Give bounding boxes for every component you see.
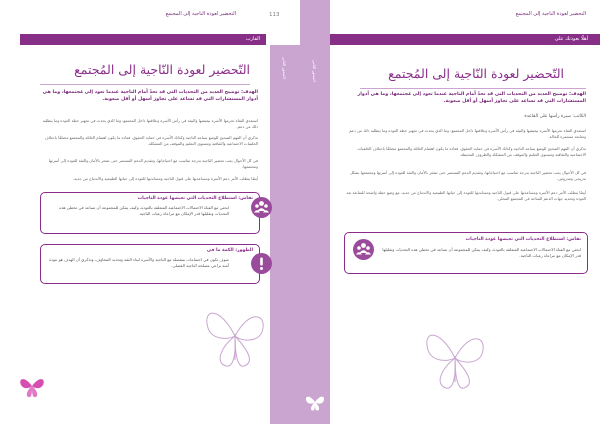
section-bar <box>330 34 600 45</box>
side-tab-label: المحور الثاني <box>312 60 317 82</box>
group-of-people-icon <box>353 239 374 260</box>
group-of-people-icon <box>251 197 272 218</box>
side-tab-label: المحور الثاني <box>282 57 287 79</box>
page-title: التّحضير لعودة النّاجية إلى المُجتمع <box>388 66 564 81</box>
alert-box-text: سوف نكون في اجتماعات منفصلة مع الناجية والأسرة لبناء الثقة وتحديد المخاوف، وتذكري أن الهدف هو عودة آمنة تراعي مصلحة الناجية الفضلى. <box>49 257 229 268</box>
discussion-box-text: ابحثي مع الفتاة الاحتمالات الاجتماعية المتعلقة بالعودة، وكيف يمكن للمجموعة أن تساعد في تخطي هذه التحديات وتقليلها قدر الإمكان مع مراعاة رغبات الناجية. <box>59 205 229 216</box>
discussion-box-text: ابحثي مع الفتاة الاحتمالات الاجتماعية المتعلقة بالعودة، وكيف يمكن للمجموعة أن تساعد في تخطي هذه التحديات وتقليلها قدر الإمكان مع مراعاة رغبات الناجية. <box>382 247 581 258</box>
paragraph: في كل الأحوال يجب تحضير الناجية بدرجة تتناسب مع احتياجاتها، وتقديم الدعم المستمر حتى تشعر بالأمان والثقة للعودة إلى أسرتها ومجتمعها بشكل تدريجي ومدروس. <box>349 170 586 181</box>
butterfly-icon <box>304 392 326 412</box>
section-bar-label: الفارب <box>245 36 260 42</box>
paragraph: تذكري أن الفهم الصحيح للوضع يساعد الناجية وكذلك الأسرة في حماية الحقوق، فعادة ما يكون اهتمام العائلة والمجتمع مختلفًا باختلاف الخلفيات الاجتماعية والثقافية ومستوى التعليم والموقف من المشكلة والظروف المحيطة. <box>357 146 586 157</box>
section-bar-label: أهلًا بعودتك على <box>554 36 588 42</box>
intro-text: الهدف: توضيح العديد من التحديات التي قد تحدّ أمام الناجية عندما تعود إلى مُجتمعها، وما هي أدوار المستشارات التي قد تساعد على تجاوز أسهل أو أقل صعوبة. <box>357 92 586 104</box>
page-number: 113 <box>269 12 280 18</box>
alert-box-title: الظهور: الكمة ما في <box>206 248 253 253</box>
butterfly-icon <box>200 296 270 374</box>
paragraph: أيضًا يتطلب الأمر دعم الأسرة ومساعدتها على قبول الناجية ومساندتها للعودة إلى حياتها الطبيعية والاندماج من جديد. <box>72 176 258 181</box>
paragraph: تذكري أن الفهم الصحيح للوضع يساعد الناجية وكذلك الأسرة في حماية الحقوق، فعادة ما يكون اهتمام العائلة والمجتمع مختلفًا باختلاف الخلفيات الاجتماعية والثقافية ومستوى التعليم والموقف من المشكلة. <box>44 135 258 146</box>
butterfly-icon <box>420 318 490 396</box>
running-head: التحضير لعودة الناجية إلى المجتمع <box>515 11 586 17</box>
paragraph: في كل الأحوال يجب تحضير الناجية بدرجة تتناسب مع احتياجاتها، وتقديم الدعم المستمر حتى تشعر بالأمان والثقة للعودة إلى أسرتها ومجتمعها. <box>48 158 258 169</box>
paragraph: استعدي الفتاة تحرمها الأسرة بيعيشها والبيئة في رأس الأسرة وعلاقتها داخل المجتمع، وما الذي يحدث في تجهيز خطة العودة وما يتطلبه ذلك من دعم. <box>42 118 258 129</box>
author-line: الكاتب: سيرة رأسها على القاعدة <box>524 114 586 119</box>
discussion-box <box>40 192 260 234</box>
alert-box <box>40 244 260 284</box>
right-page <box>300 0 600 424</box>
butterfly-icon <box>18 373 46 399</box>
title-rule <box>360 88 586 89</box>
discussion-box <box>344 232 588 274</box>
page-title: التّحضير لعودة النّاجية إلى المُجتمع <box>74 62 250 77</box>
discussion-box-title: نقاش: استطلاع التحديات التي تعيشها عودة الناجيات <box>137 196 253 201</box>
side-tab <box>300 0 330 424</box>
title-rule <box>40 84 250 85</box>
exclamation-icon <box>251 253 272 274</box>
paragraph: استعدي الفتاة تحرمها الأسرة بيعيشها والبيئة في رأس الأسرة وعلاقتها داخل المجتمع، وما الذي يحدث في تجهيز خطة العودة وما يتطلبه ذلك من دعم ومتابعة مستمرة للحالة. <box>349 128 586 139</box>
discussion-box-title: نقاش: استطلاع التحديات التي تعيشها عودة الناجيات <box>465 237 581 242</box>
side-tab <box>270 45 300 424</box>
paragraph: أيضًا يتطلب الأمر دعم الأسرة ومساعدتها على قبول الناجية ومساندتها للعودة إلى حياتها الطبيعية والاندماج من جديد، مع وضع خطة واضحة للمتابعة بعد العودة وتحديد جهات الدعم المتاحة في المجتمع المحلي. <box>346 190 586 201</box>
section-bar <box>20 34 266 45</box>
running-head: التحضير لعودة الناجية إلى المجتمع <box>165 11 236 17</box>
intro-text: الهدف: توضيح العديد من التحديات التي قد تحدّ أمام الناجية عندما تعود إلى مُجتمعها، وما هي أدوار المستشارات التي قد تساعد على تجاوز أسهل أو أقل صعوبة. <box>42 90 258 102</box>
